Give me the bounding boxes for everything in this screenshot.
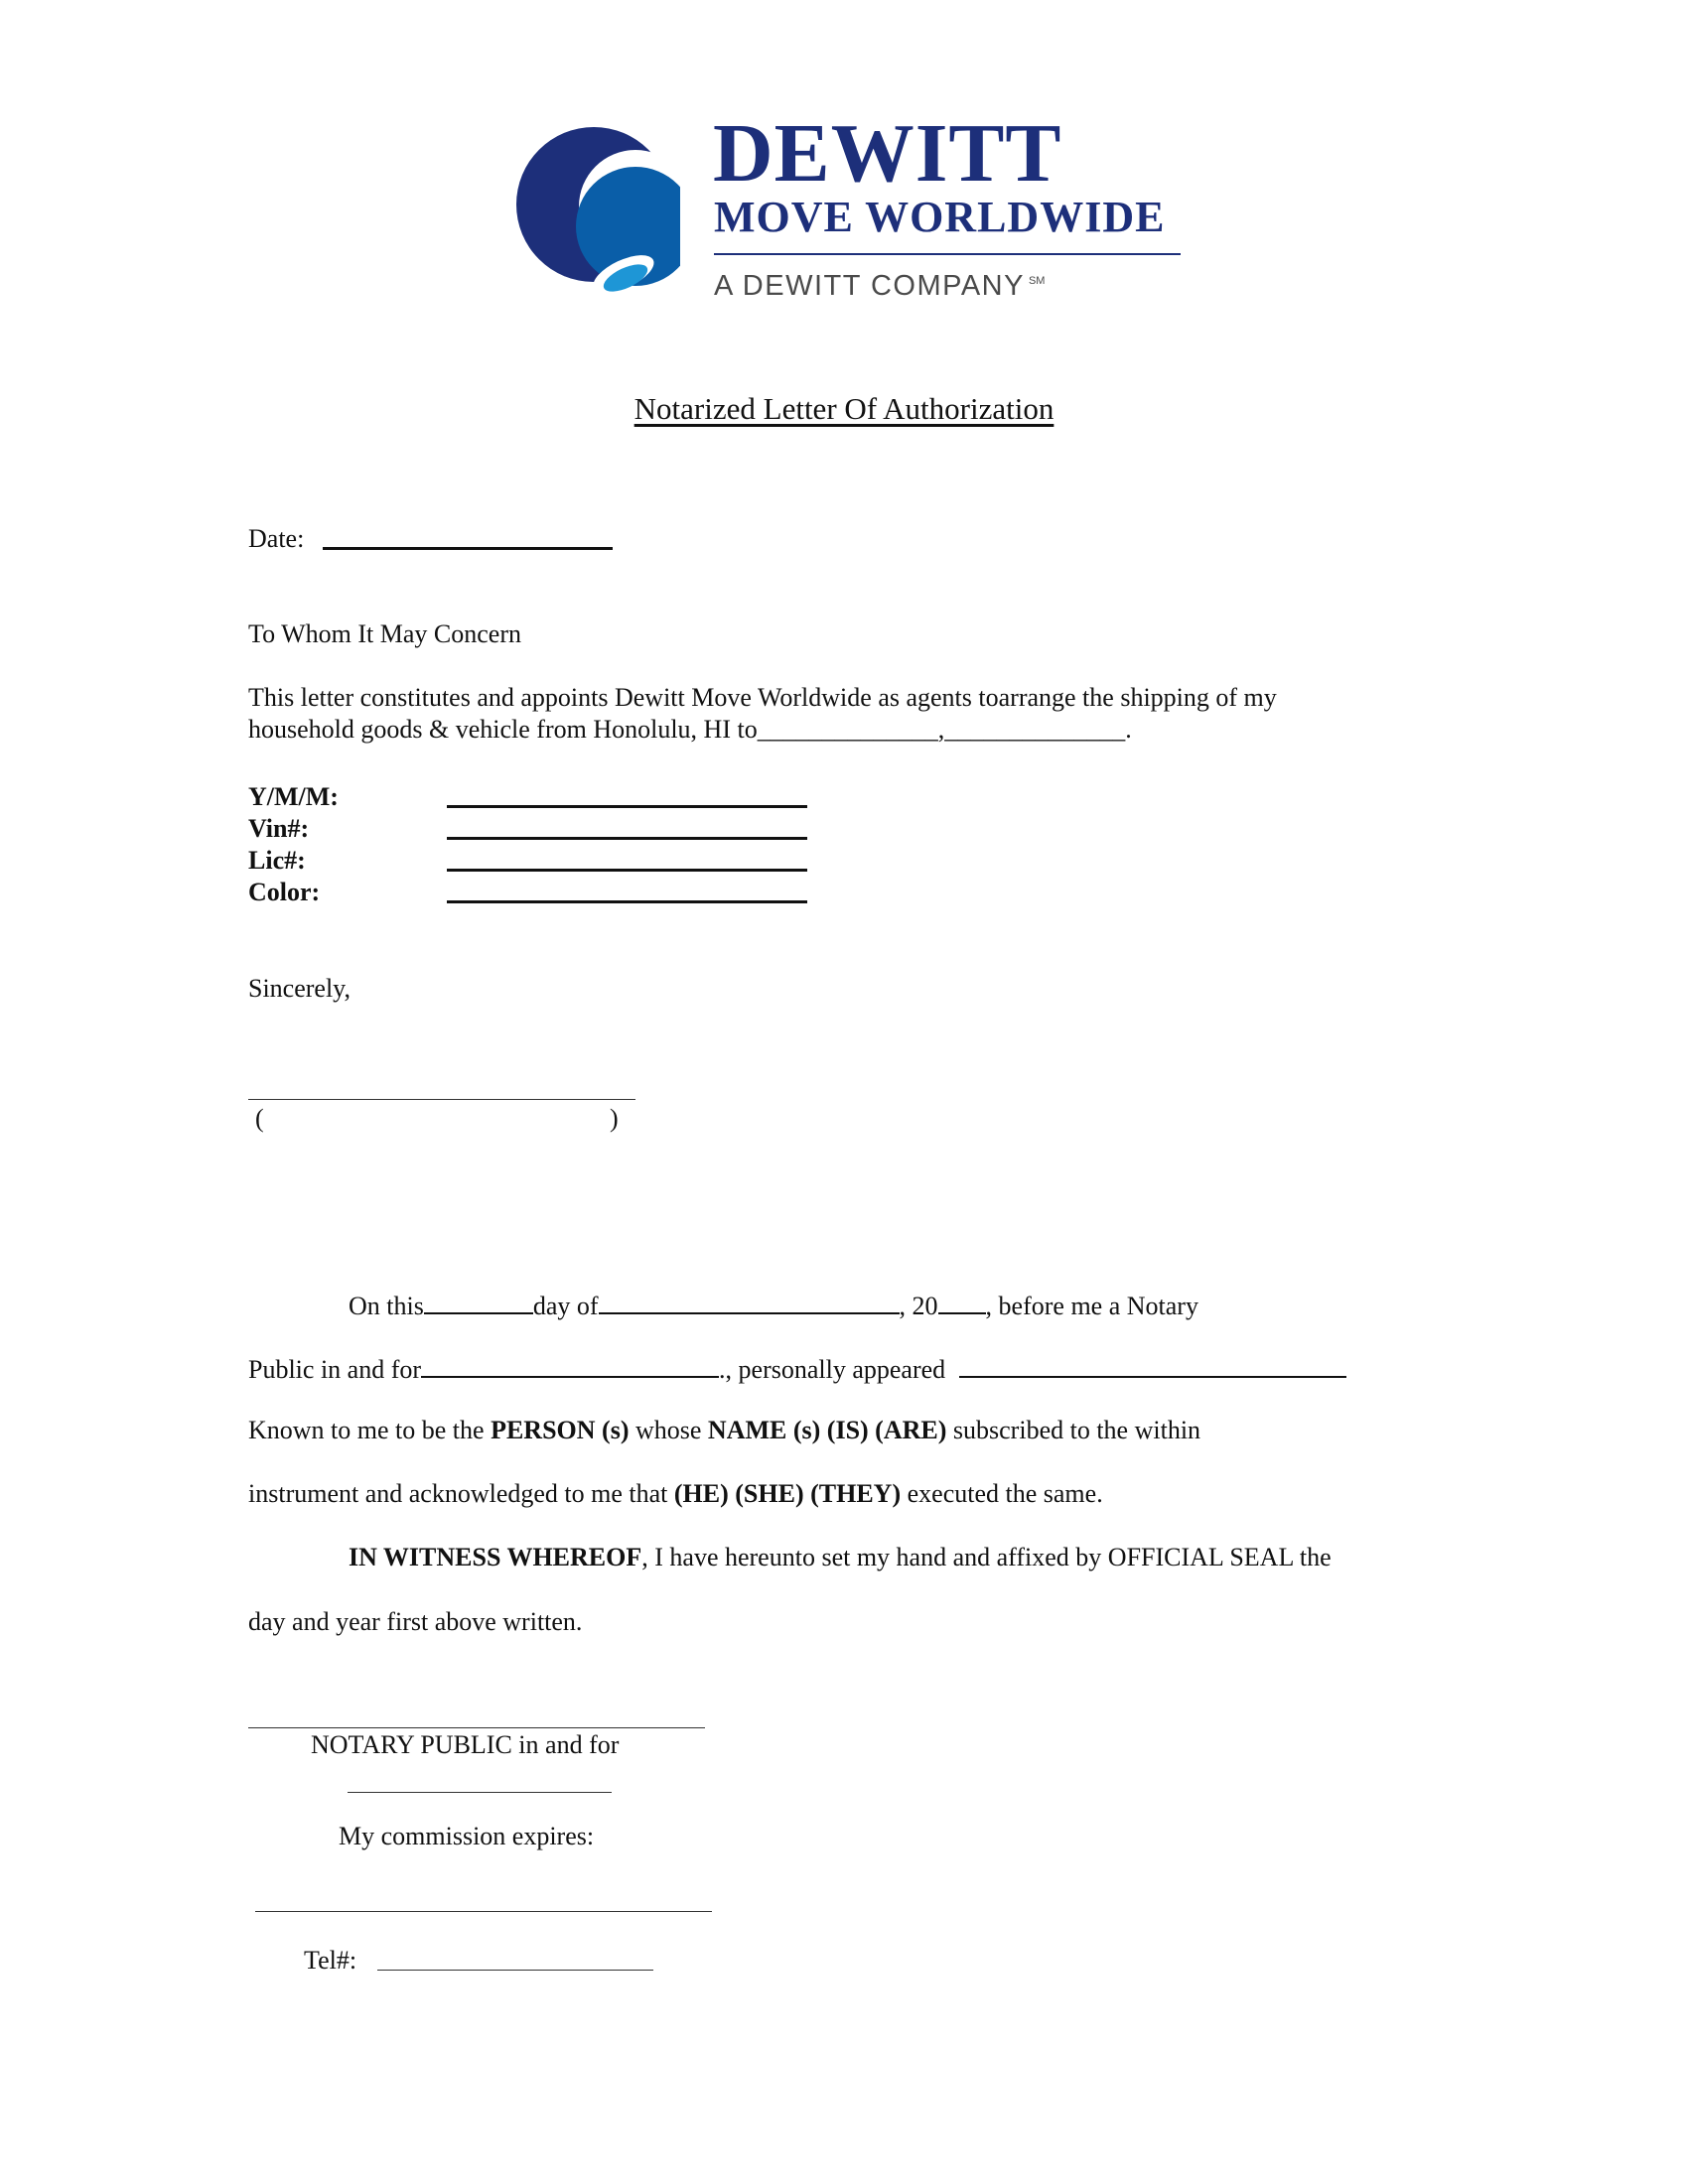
- notary-text: , 20: [899, 1292, 938, 1320]
- signature-paren-close: ): [610, 1104, 619, 1133]
- ymm-input-line[interactable]: [447, 805, 807, 808]
- vin-input-line[interactable]: [447, 837, 807, 840]
- logo-divider: [714, 253, 1181, 255]
- commission-label: My commission expires:: [339, 1822, 595, 1850]
- year-field[interactable]: [938, 1291, 986, 1314]
- notary-line-1: [349, 1291, 1198, 1319]
- notary-signature-line[interactable]: [248, 1727, 705, 1728]
- notary-line-5: IN WITNESS WHEREOF, I have hereunto set my hand and affixed by OFFICIAL SEAL the: [349, 1543, 1332, 1571]
- swirl-logo-icon: [516, 127, 680, 296]
- signature-paren-open: (: [255, 1104, 264, 1133]
- logo-tagline-text: MOVE WORLDWIDE: [714, 193, 1166, 241]
- notary-public-label: NOTARY PUBLIC in and for: [311, 1730, 620, 1759]
- logo-parent-text: A DEWITT COMPANY ℠: [714, 270, 1046, 302]
- document-title: Notarized Letter Of Authorization: [633, 391, 1055, 426]
- notary-line-4: instrument and acknowledged to me that (HE) (SHE) (THEY) executed the same.: [248, 1479, 1103, 1508]
- notary-line-6: day and year first above written.: [248, 1607, 583, 1636]
- body-line-2: household goods & vehicle from Honolulu, HI to______________,______________.: [248, 715, 1132, 744]
- day-field[interactable]: [424, 1291, 533, 1314]
- signature-line[interactable]: [248, 1099, 635, 1100]
- commission-date-line[interactable]: [255, 1911, 712, 1912]
- jurisdiction-field[interactable]: [421, 1354, 719, 1378]
- notary-jurisdiction-line[interactable]: [348, 1792, 612, 1793]
- date-field[interactable]: [323, 547, 613, 550]
- service-mark: SM: [1028, 275, 1046, 288]
- body-line-1: This letter constitutes and appoints Dewitt Move Worldwide as agents toarrange the shipping of my: [248, 683, 1277, 712]
- date-line: [248, 526, 304, 552]
- color-input-line[interactable]: [447, 900, 807, 903]
- vehicle-field-label: Vin#:: [248, 814, 310, 843]
- vehicle-field-label: Color:: [248, 878, 321, 906]
- closing: Sincerely,: [248, 974, 351, 1003]
- date-label: Date:: [248, 524, 305, 553]
- notary-line-2: [248, 1354, 1346, 1383]
- notary-text: , before me a Notary: [985, 1292, 1198, 1320]
- lic-input-line[interactable]: [447, 869, 807, 872]
- logo-brand-text: DEWITT: [713, 107, 1062, 200]
- tel-label: Tel#:: [304, 1946, 357, 1975]
- notary-text: ., personally appeared: [719, 1355, 946, 1384]
- notary-line-3: Known to me to be the PERSON (s) whose NAME (s) (IS) (ARE) subscribed to the within: [248, 1416, 1201, 1444]
- month-field[interactable]: [599, 1291, 900, 1314]
- notary-text: day of: [532, 1292, 599, 1320]
- notary-text: On this: [349, 1292, 424, 1320]
- notary-text: Public in and for: [248, 1355, 422, 1384]
- salutation: To Whom It May Concern: [248, 619, 521, 648]
- vehicle-field-label: Y/M/M:: [248, 782, 339, 811]
- appeared-name-field[interactable]: [959, 1354, 1346, 1378]
- tel-field[interactable]: [377, 1970, 653, 1971]
- vehicle-field-label: Lic#:: [248, 846, 306, 875]
